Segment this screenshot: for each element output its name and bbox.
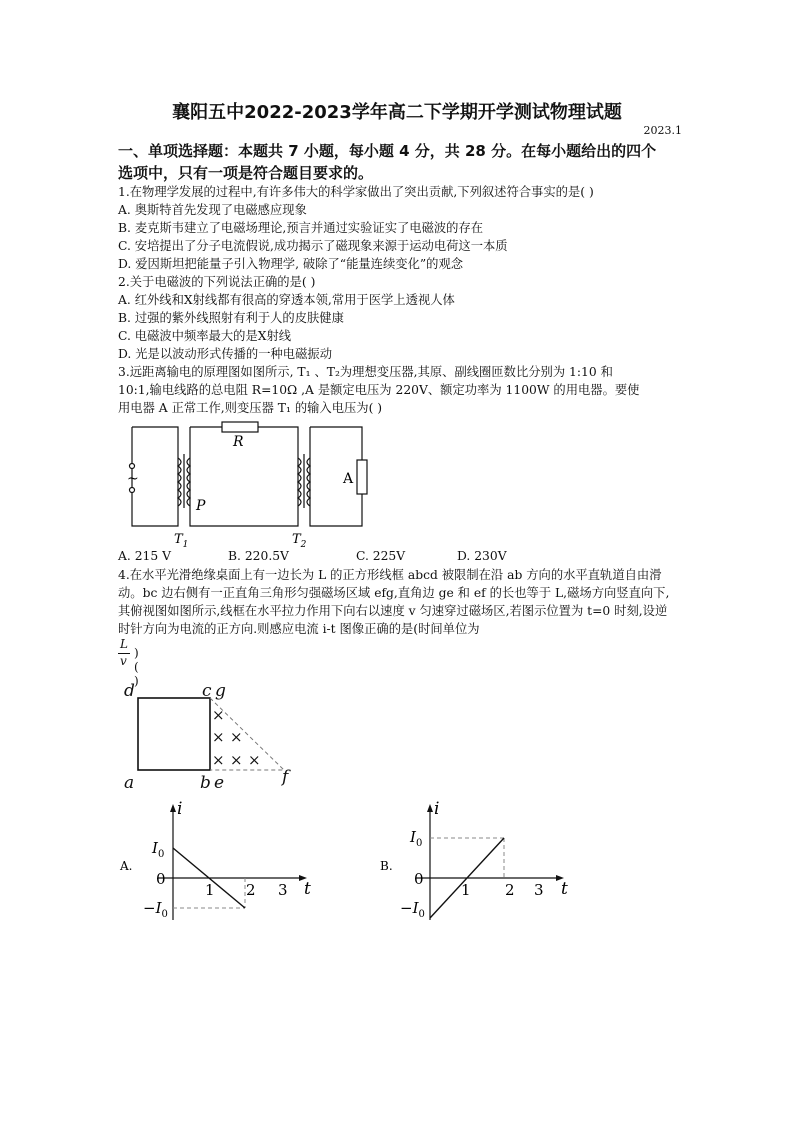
field-mark: ×	[248, 751, 261, 769]
fraction-tail: )( )	[134, 646, 139, 688]
q3-stem-line-2: 10:1,输电线路的总电阻 R=10Ω ,A 是额定电压为 220V、额定功率为 1100W 的用电器。要使	[118, 383, 640, 397]
field-mark: ×	[230, 728, 243, 746]
graph-a-tick-2: 2	[246, 881, 256, 899]
field-mark: ×	[212, 706, 225, 724]
label-a: a	[124, 773, 135, 793]
graph-a-tick-1: 1	[205, 881, 215, 899]
source-terminal-top	[130, 464, 135, 469]
q3-stem-line-3: 用电器 A 正常工作,则变压器 T₁ 的输入电压为( )	[118, 401, 383, 415]
field-mark: ×	[212, 728, 225, 746]
q2-option-c: C. 电磁波中频率最大的是X射线	[118, 329, 292, 343]
load-a-box	[357, 460, 367, 494]
frame-and-field-figure	[118, 678, 308, 793]
graph-b-x-label: t	[561, 879, 568, 899]
q2-option-a: A. 红外线和X射线都有很高的穿透本领,常用于医学上透视人体	[118, 293, 455, 307]
q3-stem-line-1: 3.远距离输电的原理图如图所示, T₁ 、T₂为理想变压器,其原、副线圈匝数比分别为 1:10 和	[118, 365, 613, 379]
field-mark: ×	[230, 751, 243, 769]
section-heading-line-1: 一、单项选择题：本题共 7 小题，每小题 4 分，共 28 分。在每小题给出的四个	[118, 142, 657, 160]
label-c: c	[202, 681, 212, 701]
graph-a-i0-label: $I_0$	[152, 839, 165, 860]
graph-b-neg-i0-label: $-I_0$	[400, 899, 425, 920]
load-a-label: A	[343, 471, 354, 487]
q2-stem: 2.关于电磁波的下列说法正确的是( )	[118, 275, 316, 289]
q1-option-d: D. 爱因斯坦把能量子引入物理学, 破除了“能量连续变化”的观念	[118, 257, 464, 271]
exam-date: 2023.1	[643, 124, 682, 137]
graph-a-x-label: t	[304, 879, 311, 899]
graph-a-tick-3: 3	[278, 881, 288, 899]
t1-label: $T_1$	[174, 532, 189, 550]
graph-b-zero: 0	[414, 870, 424, 888]
q3-option-b: B. 220.5V	[228, 549, 289, 563]
t2-primary-coil	[298, 458, 301, 506]
q3-option-d: D. 230V	[457, 549, 507, 563]
fraction-denominator: v	[120, 654, 127, 668]
left-loop-wire	[132, 427, 178, 526]
q4-stem: 4.在水平光滑绝缘桌面上有一边长为 L 的正方形线框 abcd 被限制在沿 ab 方向的水平直轨道自由滑动。bc 边右侧有一正直角三角形匀强磁场区域 efg,直角边 ge 和 ef 的长也等于 L,磁场方向竖直向下,其俯视图如图所示,线框在水平拉力作用下向右以速度 v 匀速穿过磁场区,若图示位置为 t=0 时刻,设逆时针方向为电流的正方向.则感应电流 i-t 图像正确的是(时间单位为	[118, 568, 670, 636]
label-d: d	[124, 681, 135, 701]
graph-a-y-label: i	[177, 799, 183, 819]
label-b: b	[200, 773, 211, 793]
q3-option-a: A. 215 V	[118, 549, 171, 563]
graph-a-zero: 0	[156, 870, 166, 888]
graph-option-b	[378, 798, 578, 928]
source-terminal-bottom	[130, 488, 135, 493]
graph-b-y-label: i	[434, 799, 440, 819]
q2-option-b: B. 过强的紫外线照射有利于人的皮肤健康	[118, 311, 344, 325]
field-mark: ×	[212, 751, 225, 769]
graph-option-a	[118, 798, 318, 928]
label-e: e	[214, 773, 225, 793]
graph-b-tick-2: 2	[505, 881, 515, 899]
q1-option-a: A. 奥斯特首先发现了电磁感应现象	[118, 203, 307, 217]
q1-stem: 1.在物理学发展的过程中,有许多伟大的科学家做出了突出贡献,下列叙述符合事实的是( )	[118, 185, 594, 199]
graph-a-option-label: A.	[120, 859, 133, 873]
section-heading	[118, 140, 678, 184]
t2-label: $T_2$	[292, 532, 307, 550]
page-title: 襄阳五中2022-2023学年高二下学期开学测试物理试题	[172, 102, 622, 123]
graph-b-option-label: B.	[380, 859, 393, 873]
q1-option-c: C. 安培提出了分子电流假说,成功揭示了磁现象来源于运动电荷这一本质	[118, 239, 508, 253]
graph-a-neg-i0-label: $-I_0$	[143, 899, 168, 920]
fraction-numerator: L	[120, 637, 128, 651]
resistor-r	[222, 422, 258, 432]
square-frame-abcd	[138, 698, 210, 770]
resistor-label: R	[233, 434, 244, 450]
label-f: f	[282, 767, 289, 787]
graph-b-tick-3: 3	[534, 881, 544, 899]
t1-primary-coil	[178, 458, 181, 506]
source-symbol: ~	[127, 471, 139, 487]
q3-option-c: C. 225V	[356, 549, 406, 563]
transmission-circuit-diagram	[118, 418, 378, 553]
graph-b-i0-label: $I_0$	[410, 828, 423, 849]
q1-option-b: B. 麦克斯韦建立了电磁场理论,预言并通过实验证实了电磁波的存在	[118, 221, 484, 235]
right-loop-wire	[310, 427, 362, 460]
q2-option-d: D. 光是以波动形式传播的一种电磁振动	[118, 347, 332, 361]
section-heading-line-2: 选项中，只有一项是符合题目要求的。	[118, 164, 374, 182]
graph-b-tick-1: 1	[461, 881, 471, 899]
label-g: g	[215, 681, 226, 701]
node-p-label: P	[196, 498, 206, 514]
